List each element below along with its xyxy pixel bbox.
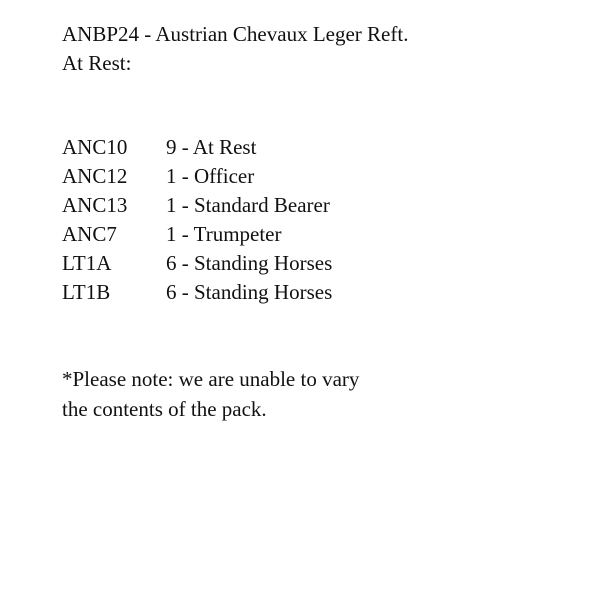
item-code: ANC13 xyxy=(62,193,128,217)
list-item xyxy=(62,191,562,220)
list-item xyxy=(62,249,562,278)
item-description: 6 - Standing Horses xyxy=(166,280,333,304)
item-description: 6 - Standing Horses xyxy=(166,251,333,275)
list-item xyxy=(62,220,562,249)
list-item xyxy=(62,133,562,162)
pack-title xyxy=(62,20,582,78)
item-code: LT1A xyxy=(62,251,112,275)
pack-note xyxy=(62,364,562,424)
pack-note-line-1: *Please note: we are unable to vary xyxy=(62,367,360,391)
list-item xyxy=(62,162,562,191)
item-code: ANC10 xyxy=(62,135,128,159)
list-item xyxy=(62,278,562,307)
pack-contents-list xyxy=(62,133,562,307)
item-description: 1 - Trumpeter xyxy=(166,222,282,246)
item-description: 1 - Standard Bearer xyxy=(166,193,330,217)
item-description: 1 - Officer xyxy=(166,164,255,188)
pack-note-line-2: the contents of the pack. xyxy=(62,397,267,421)
item-code: ANC12 xyxy=(62,164,128,188)
pack-title-line-2: At Rest: xyxy=(62,51,132,75)
item-code: ANC7 xyxy=(62,222,117,246)
pack-title-line-1: ANBP24 - Austrian Chevaux Leger Reft. xyxy=(62,22,409,46)
item-description: 9 - At Rest xyxy=(166,135,257,159)
item-code: LT1B xyxy=(62,280,111,304)
